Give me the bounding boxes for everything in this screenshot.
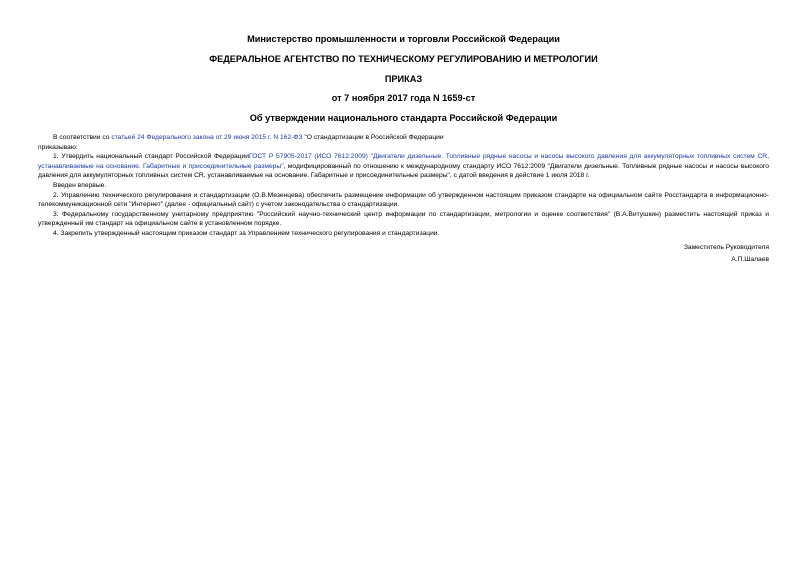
- introduced-note: Введен впервые.: [53, 181, 107, 189]
- ministry-heading: Министерство промышленности и торговли Российской Федерации: [247, 34, 560, 44]
- signatory-name: А.П.Шалаев: [731, 255, 769, 263]
- preamble-text-after: "О стандартизации в Российской Федерации: [302, 134, 444, 141]
- item-1-text-before: 1. Утвердить национальный стандарт Российской Федерации: [53, 153, 249, 161]
- standard-link[interactable]: ГОСТ Р 57905-2017 (ИСО 7612:2009) "Двигатели дизельные. Топливные рядные насосы и насосы высокого давления для аккумуляторных топливных систем CR, устанавливаемые на основание. Габаритные и присоединительные размеры": [38, 153, 769, 170]
- document-date-number: от 7 ноября 2017 года N 1659-ст: [331, 93, 476, 103]
- signature-block: [38, 242, 769, 266]
- law-link[interactable]: статьей 24 Федерального закона от 29 июня 2015 г. N 162-ФЗ: [111, 134, 303, 141]
- item-1-text-after: , модифицированный по отношению к международному стандарту ИСО 7612:2009 "Двигатели дизельные. Топливные рядные насосы и насосы высокого давления для аккумуляторных топливных систем CR, устанавливаемые на основание. Габаритные и присоединительные размеры", с датой введения в действие 1 июля 2018 г.: [38, 162, 770, 180]
- preamble-text-before: В соответствии со: [53, 134, 112, 141]
- agency-heading: ФЕДЕРАЛЬНОЕ АГЕНТСТВО ПО ТЕХНИЧЕСКОМУ РЕГУЛИРОВАНИЮ И МЕТРОЛОГИИ: [209, 54, 598, 64]
- preamble-paragraph: [38, 133, 769, 143]
- item-4-paragraph: 4. Закрепить утвержденный настоящим приказом стандарт за Управлением технического регулирования и стандартизации.: [53, 229, 440, 237]
- document-body: [38, 133, 769, 239]
- order-word: приказываю:: [38, 143, 78, 151]
- document-type-heading: ПРИКАЗ: [384, 74, 423, 84]
- document-subject: Об утверждении национального стандарта Российской Федерации: [249, 113, 558, 123]
- item-2-paragraph: 2. Управлению технического регулирования и стандартизации (О.В.Мезенцева) обеспечить размещение информации об утвержденном настоящим приказом стандарте на официальном сайте Росстандарта в информационно-телекоммуникационной сети "Интернет" (далее - официальный сайт) с учетом законодательства о стандартизации.: [38, 191, 769, 209]
- item-1-paragraph: [38, 152, 769, 181]
- item-3-paragraph: 3. Федеральному государственному унитарному предприятию "Российский научно-технический центр информации по стандартизации, метрологии и оценке соответствия" (В.А.Витушкин) разместить настоящий приказ и утвержденный им стандарт на официальном сайте в установленном порядке.: [38, 210, 769, 228]
- signatory-position: Заместитель Руководителя: [683, 243, 769, 251]
